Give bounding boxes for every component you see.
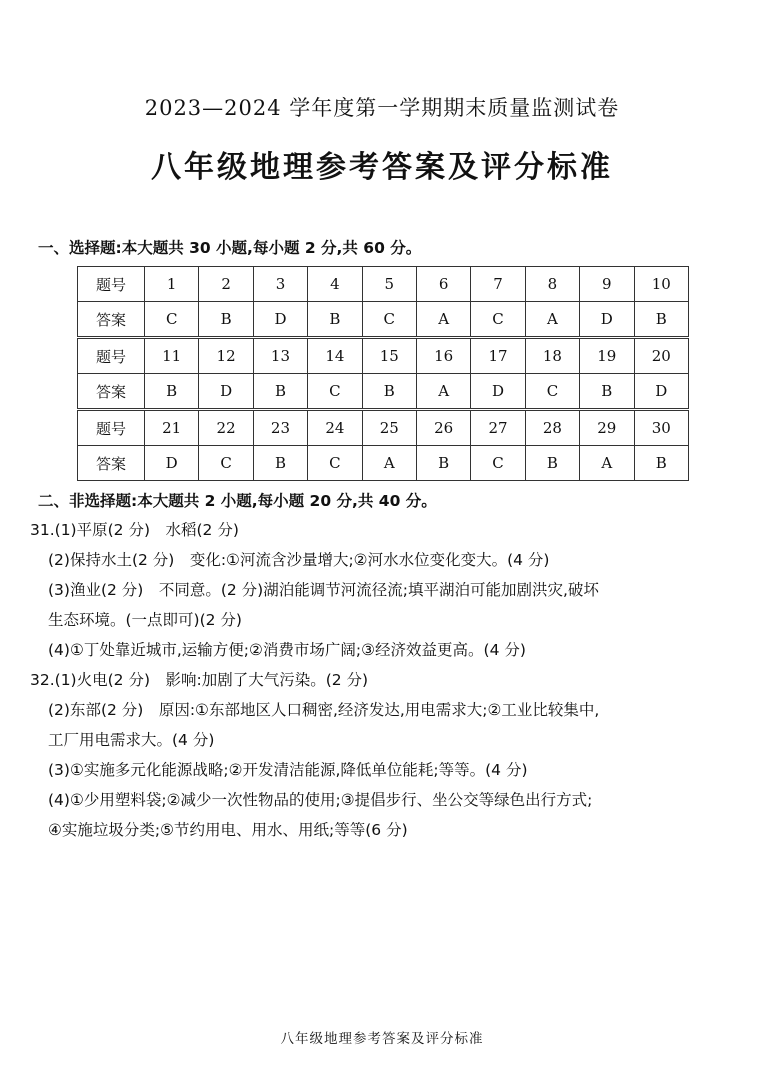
answer-cell: B xyxy=(145,374,199,410)
q31-part1-line: 31.(1)平原(2 分) 水稻(2 分) xyxy=(30,521,239,539)
question-number-cell: 8 xyxy=(525,267,579,302)
section1-heading: 一、选择题:本大题共 30 小题,每小题 2 分,共 60 分。 xyxy=(38,239,422,257)
question-number-cell: 19 xyxy=(580,338,634,374)
answer-cell: B xyxy=(525,446,579,481)
answer-cell: B xyxy=(580,374,634,410)
question-number-cell: 9 xyxy=(580,267,634,302)
q32-part2-line: (2)东部(2 分) 原因:①东部地区人口稠密,经济发达,用电需求大;②工业比较集中, xyxy=(48,701,600,719)
question-number-cell: 21 xyxy=(145,410,199,446)
q32-part4-line: (4)①少用塑料袋;②减少一次性物品的使用;③提倡步行、坐公交等绿色出行方式; xyxy=(48,791,593,809)
exam-title: 2023—2024 学年度第一学期期末质量监测试卷 xyxy=(144,96,620,120)
q31-part3-line: (3)渔业(2 分) 不同意。(2 分)湖泊能调节河流径流;填平湖泊可能加剧洪灾,破坏 xyxy=(48,581,599,599)
question-number-cell: 26 xyxy=(416,410,470,446)
answer-cell: C xyxy=(199,446,253,481)
answer-cell: C xyxy=(308,446,362,481)
answer-cell: D xyxy=(145,446,199,481)
q31-part3-continued-line: 生态环境。(一点即可)(2 分) xyxy=(48,611,242,629)
question-number-cell: 17 xyxy=(471,338,525,374)
question-number-cell: 5 xyxy=(362,267,416,302)
q31-part2-line: (2)保持水土(2 分) 变化:①河流含沙量增大;②河水水位变化变大。(4 分) xyxy=(48,551,550,569)
answer-cell: B xyxy=(634,446,688,481)
answer-cell: A xyxy=(525,302,579,338)
question-number-cell: 22 xyxy=(199,410,253,446)
q32-part2-continued-line: 工厂用电需求大。(4 分) xyxy=(48,731,215,749)
answer-cell: B xyxy=(362,374,416,410)
question-number-cell: 10 xyxy=(634,267,688,302)
question-number-cell: 7 xyxy=(471,267,525,302)
row-label-question-number: 题号 xyxy=(78,338,145,374)
answer-row xyxy=(78,374,689,410)
answer-cell: A xyxy=(416,374,470,410)
answer-cell: B xyxy=(199,302,253,338)
row-label-answer: 答案 xyxy=(78,302,145,338)
answer-cell: A xyxy=(580,446,634,481)
row-label-question-number: 题号 xyxy=(78,267,145,302)
row-label-answer: 答案 xyxy=(78,446,145,481)
question-number-cell: 12 xyxy=(199,338,253,374)
question-number-cell: 27 xyxy=(471,410,525,446)
answer-cell: D xyxy=(199,374,253,410)
q31-part4-line: (4)①丁处靠近城市,运输方便;②消费市场广阔;③经济效益更高。(4 分) xyxy=(48,641,526,659)
answer-key-table xyxy=(77,266,689,481)
answer-row xyxy=(78,446,689,481)
question-number-cell: 24 xyxy=(308,410,362,446)
answer-cell: D xyxy=(634,374,688,410)
answer-cell: B xyxy=(308,302,362,338)
question-number-cell: 29 xyxy=(580,410,634,446)
question-number-cell: 13 xyxy=(253,338,307,374)
question-number-cell: 14 xyxy=(308,338,362,374)
answer-cell: A xyxy=(416,302,470,338)
answer-cell: C xyxy=(525,374,579,410)
question-number-cell: 6 xyxy=(416,267,470,302)
question-number-cell: 20 xyxy=(634,338,688,374)
answer-cell: C xyxy=(471,446,525,481)
question-number-cell: 15 xyxy=(362,338,416,374)
question-number-cell: 23 xyxy=(253,410,307,446)
row-label-answer: 答案 xyxy=(78,374,145,410)
answer-cell: C xyxy=(362,302,416,338)
page-footer: 八年级地理参考答案及评分标准 xyxy=(280,1031,484,1047)
answer-cell: B xyxy=(634,302,688,338)
q32-part3-line: (3)①实施多元化能源战略;②开发清洁能源,降低单位能耗;等等。(4 分) xyxy=(48,761,528,779)
question-number-cell: 18 xyxy=(525,338,579,374)
answer-cell: C xyxy=(145,302,199,338)
answer-cell: D xyxy=(253,302,307,338)
question-number-row xyxy=(78,410,689,446)
answer-cell: C xyxy=(308,374,362,410)
question-number-cell: 2 xyxy=(199,267,253,302)
answer-cell: B xyxy=(253,446,307,481)
question-number-row xyxy=(78,267,689,302)
question-number-cell: 28 xyxy=(525,410,579,446)
question-number-cell: 16 xyxy=(416,338,470,374)
section2-heading: 二、非选择题:本大题共 2 小题,每小题 20 分,共 40 分。 xyxy=(38,492,437,510)
question-number-cell: 4 xyxy=(308,267,362,302)
answer-row xyxy=(78,302,689,338)
question-number-cell: 1 xyxy=(145,267,199,302)
answer-cell: D xyxy=(580,302,634,338)
q32-part4-continued-line: ④实施垃圾分类;⑤节约用电、用水、用纸;等等(6 分) xyxy=(48,821,408,839)
row-label-question-number: 题号 xyxy=(78,410,145,446)
answer-cell: B xyxy=(416,446,470,481)
q32-part1-line: 32.(1)火电(2 分) 影响:加剧了大气污染。(2 分) xyxy=(30,671,369,689)
question-number-cell: 25 xyxy=(362,410,416,446)
answer-cell: B xyxy=(253,374,307,410)
question-number-row xyxy=(78,338,689,374)
document-title: 八年级地理参考答案及评分标准 xyxy=(151,150,613,185)
question-number-cell: 30 xyxy=(634,410,688,446)
answer-cell: C xyxy=(471,302,525,338)
question-number-cell: 11 xyxy=(145,338,199,374)
answer-cell: D xyxy=(471,374,525,410)
answer-cell: A xyxy=(362,446,416,481)
question-number-cell: 3 xyxy=(253,267,307,302)
